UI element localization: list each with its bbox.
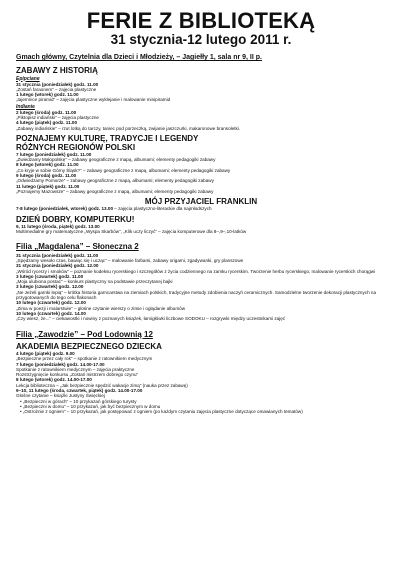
event-entry [16, 173, 386, 184]
event-date: 8 lutego (wtorek) godz. 11.00 [16, 162, 79, 168]
event-date: 9–10, 11 lutego (środa, czwartek, piątek) godz. 14.00-17.00 [16, 388, 143, 394]
event-desc: „Wśród rycerzy i smoków” – poznanie kodeksu rycerskiego i szczegółów z życia codziennego na zamku rycerskim. Tworzenie herbu rycerskiego, malowanie rycerskich chorągwi [16, 268, 376, 274]
section-heading-computer: DZIEŃ DOBRY, KOMPUTERKU! [16, 214, 135, 224]
event-date: 3 lutego (czwartek) godz. 12.00 [16, 284, 84, 290]
event-date: 9, 11 lutego (środa, piątek) godz. 13.00 [16, 223, 100, 229]
event-date: 31 stycznia (poniedziałek) godz. 11.00 [16, 252, 99, 258]
event-desc: „Piktopisz indiański” – zajęcia plastyczne [16, 114, 99, 120]
event-date: 31 stycznia (poniedziałek) godz. 12.00 [16, 263, 99, 269]
event-date: 11 lutego (piątek) godz. 11.00 [16, 183, 80, 189]
event-date: 31 stycznia (poniedziałek) godz. 11.00 [16, 81, 99, 87]
event-date: 4 lutego (piątek) godz. 9.00 [16, 351, 75, 356]
event-date: 10 lutego (czwartek) godz. 12.00 [16, 300, 86, 306]
event-desc: „Czy wiesz, że...” – ciekawostki i nowiny z poznanych książek, łamigłówki liczbowe SODOKU – rozgrywki między uczestnikami zajęć [16, 316, 286, 322]
event-entry [16, 300, 386, 311]
subsection-label-epic: Epipciane [16, 75, 40, 82]
section-heading-safety: AKADEMIA BEZPIECZNEGO DZIECKA [16, 342, 162, 351]
event-entry [16, 311, 386, 322]
event-desc: Głośne czytanie – książki Justyny Święckiej [16, 393, 105, 399]
event-date: 10 lutego (czwartek) godz. 14.00 [16, 310, 86, 316]
event-desc: „Odwiedzamy Pomorze” – zabawy geograficzne z mapą, albumami; elementy pedagogiki zabawy [16, 178, 214, 184]
event-desc: „Moja ulubiona postać” – konkurs plastyczny na podstawie przeczytanej bajki [16, 279, 173, 285]
event-date: 7-8 lutego (poniedziałek, wtorek) godz. 13.00 [16, 206, 113, 212]
page-title: FERIE Z BIBLIOTEKĄ [86, 8, 316, 33]
event-entry [16, 274, 386, 285]
event-date: 2 lutego (środa) godz. 11.00 [16, 109, 77, 115]
branch-heading-magdalena: Filia „Magdalena” – Słoneczna 2 [16, 242, 139, 252]
event-entry [16, 152, 386, 163]
subsection-label-indians: Indianie [16, 103, 35, 110]
event-desc: „tajemnice piramid” – zajęcia plastyczne wyklejanie i malowanie minipiramid [16, 97, 171, 103]
event-date: 9 lutego (środa) godz. 11.00 [16, 173, 77, 179]
event-desc: „Zwiedzamy Małopolskę” – zabawy geograficzne z mapą, albumami; elementy pedagogiki zabawy [16, 157, 216, 163]
event-desc: Multimedialne gry matematyczne „Wyspa Skarbów”, „Klik uczy liczyć” – zajęcia komputerowe dla 8–,9–,10-latków [16, 228, 247, 234]
list-item-text: „Ostrożnie z ogniem” – 10 przykazań, jak postępować z ogniem (po każdym czytaniu zajęcia plastyczne dotyczące omawianych tematów) [22, 409, 303, 415]
event-date: 3 lutego (czwartek) godz. 11.00 [16, 273, 84, 279]
event-entry [16, 253, 386, 264]
event-entry [16, 120, 386, 131]
event-entry [16, 110, 386, 121]
bullet-icon: • [20, 403, 23, 409]
event-date: 8 lutego (wtorek) godz. 14.00-17.00 [16, 377, 92, 383]
list-item [16, 409, 386, 414]
event-entry [16, 388, 386, 399]
event-date: 7 lutego (poniedziałek) godz. 14.00-17.00 [16, 361, 105, 367]
event-desc: „Co kryje w sobie Górny Śląsk?” – zabawy geograficzne z mapą, albumami; elementy pedagogiki zabawy [16, 167, 231, 173]
section-heading-franklin: MÓJ PRZYJACIEL FRANKLIN [144, 197, 258, 207]
event-entry [16, 206, 386, 211]
branch-heading-zawodzie: Filia „Zawodzie” – Pod Lodownią 12 [16, 329, 153, 339]
event-desc: „Ne Jeżeli garnki lepią” – krótka historia garncarstwa na ziemiach polskich, tradycyjne metody zdobienia naczyń ceramicznych. Samodzielne tworzenie dekoracji plastycznych na przygotowanych do tego celu flakonach [16, 289, 377, 301]
event-desc: „Spędzamy wesoło czas, bawiąc się i ucząc” – malowanie farbami, zabawy origami, zgadywanki, gry planszowe [16, 257, 244, 263]
list-item-text: „Bezpieczni w górach” – 10 przykazań górskiego turysty [22, 398, 137, 404]
event-desc: „Zostań faraonem” – zajęcia plastyczne [16, 86, 97, 92]
event-entry [16, 184, 386, 195]
event-date: 7 lutego (poniedziałek) godz. 11.00 [16, 151, 92, 157]
page-subtitle: 31 stycznia-12 lutego 2011 r. [110, 32, 292, 47]
event-desc: „Zabawy indiańskie” – rzut lotką do tarczy, taniec pod porzeczką, zwijanie jaszczurki, makaronowe bransoletki. [16, 125, 241, 131]
event-date: 1 lutego (wtorek) godz. 11.00 [16, 92, 79, 98]
section-heading-culture-2: RÓŻNYCH REGIONÓW POLSKI [16, 142, 136, 152]
bullet-icon: • [20, 409, 23, 415]
event-desc: „Zima w poezji i malarstwie” – głośne czytanie wierszy o zimie i oglądanie albumów [16, 305, 186, 311]
event-date: 4 lutego (piątek) godz. 11.00 [16, 120, 78, 126]
event-entry [16, 92, 386, 103]
event-entry [16, 284, 386, 300]
event-desc: Spotkanie z ratownikiem medycznym – zajęcia praktyczne Rozstrzygnięcie konkursu „Zostań mistrzem dobrego czynu” [16, 366, 139, 378]
event-desc: „Poznajemy Mazowsze” – zabawy geograficzne z mapą, albumami; elementy pedagogiki zabawy [16, 188, 214, 194]
event-entry [16, 82, 386, 93]
event-entry [16, 351, 386, 362]
event-desc: – zajęcia plastyczno-literackie dla najmłodszych [113, 206, 212, 212]
event-entry [16, 263, 386, 274]
event-desc: Lekcja biblioteczna – „Jak bezpiecznie spędzić wakacje zimą” (nauka przez zabawę) [16, 382, 188, 388]
list-item-text: „Bezpieczni w domu” – 10 przykazań, jak być bezpiecznym w domu [22, 403, 161, 409]
event-entry [16, 377, 386, 388]
event-entry [16, 362, 386, 378]
section-heading-culture-1: POZNAJEMY KULTURĘ, TRADYCJE I LEGENDY [16, 133, 199, 143]
event-desc: „Bezpieczne przez cały rok” – spotkanie z ratownikiem medycznym [16, 356, 153, 362]
section-heading-history: ZABAWY Z HISTORIĄ [16, 65, 98, 75]
event-entry [16, 162, 386, 173]
event-entry [16, 224, 386, 235]
venue-main: Gmach główny, Czytelnia dla Dzieci i Młodzieży, – Jagiełły 1, sala nr 9, II p. [16, 54, 262, 61]
bullet-icon: • [20, 398, 23, 404]
